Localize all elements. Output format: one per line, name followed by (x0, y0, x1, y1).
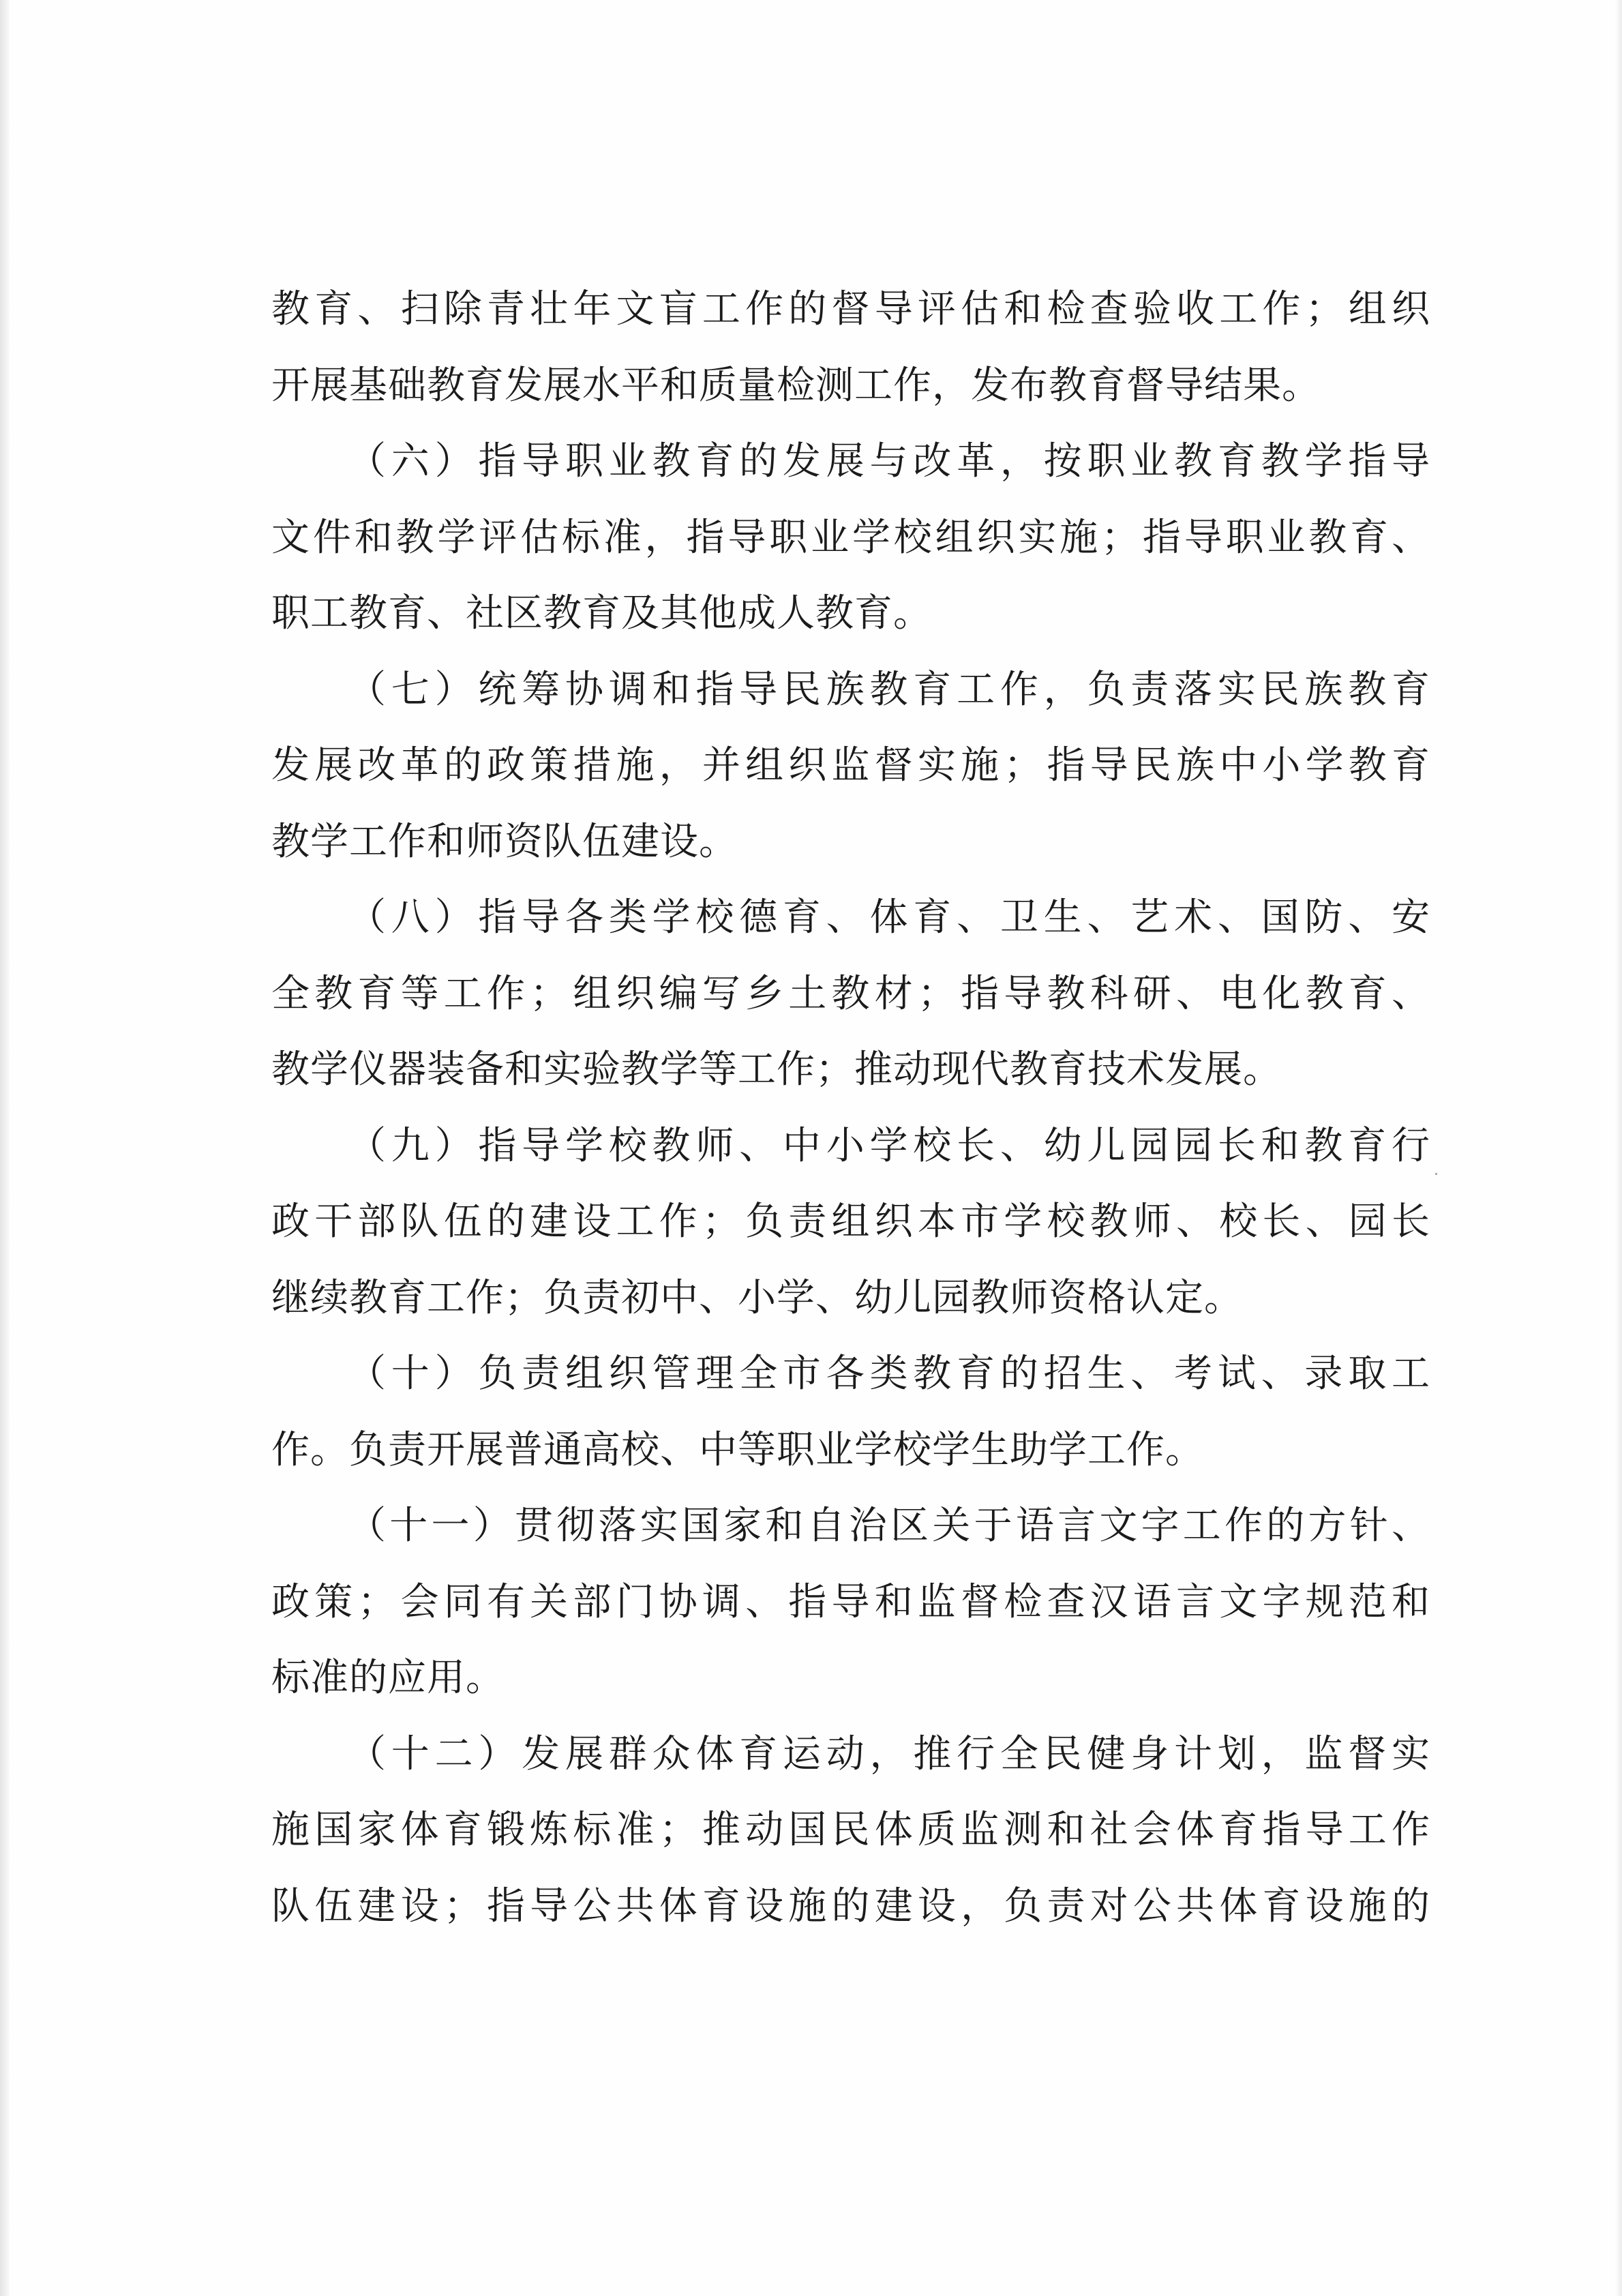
text-line: 政干部队伍的建设工作；负责组织本市学校教师、校长、园长 (271, 1199, 1430, 1244)
text-line-indented: （十一）贯彻落实国家和自治区关于语言文字工作的方针、 (348, 1504, 1430, 1548)
text-line: 施国家体育锻炼标准；推动国民体质监测和社会体育指导工作 (271, 1808, 1430, 1852)
text-line: 教学工作和师资队伍建设。 (271, 819, 738, 864)
text-line: 开展基础教育发展水平和质量检测工作，发布教育督导结果。 (271, 363, 1321, 408)
body-text (271, 271, 1430, 1944)
text-line: 作。负责开展普通高校、中等职业学校学生助学工作。 (271, 1427, 1204, 1472)
text-line: 发展改革的政策措施，并组织监督实施；指导民族中小学教育 (271, 743, 1430, 788)
scan-edge-left (0, 0, 10, 2296)
text-line-indented: （六）指导职业教育的发展与改革，按职业教育教学指导 (348, 439, 1430, 483)
text-line: 政策；会同有关部门协调、指导和监督检查汉语言文字规范和 (271, 1579, 1430, 1624)
text-line-indented: （九）指导学校教师、中小学校长、幼儿园园长和教育行 (348, 1123, 1430, 1168)
text-line-indented: （十）负责组织管理全市各类教育的招生、考试、录取工 (348, 1352, 1430, 1396)
text-line: 标准的应用。 (271, 1656, 505, 1700)
text-line-indented: （八）指导各类学校德育、体育、卫生、艺术、国防、安 (348, 895, 1430, 940)
text-line: 教育、扫除青壮年文盲工作的督导评估和检查验收工作；组织 (271, 287, 1430, 331)
text-line-indented: （七）统筹协调和指导民族教育工作，负责落实民族教育 (348, 667, 1430, 712)
text-line: 教学仪器装备和实验教学等工作；推动现代教育技术发展。 (271, 1047, 1282, 1092)
text-line: 继续教育工作；负责初中、小学、幼儿园教师资格认定。 (271, 1275, 1243, 1320)
text-line: 队伍建设；指导公共体育设施的建设，负责对公共体育设施的 (271, 1883, 1430, 1928)
text-line-indented: （十二）发展群众体育运动，推行全民健身计划，监督实 (348, 1731, 1430, 1776)
text-line: 全教育等工作；组织编写乡土教材；指导教科研、电化教育、 (271, 971, 1430, 1016)
text-line: 文件和教学评估标准，指导职业学校组织实施；指导职业教育、 (271, 515, 1430, 560)
scan-speck (1435, 1173, 1437, 1175)
scan-edge-right (1615, 0, 1622, 2296)
text-line: 职工教育、社区教育及其他成人教育。 (271, 591, 932, 636)
